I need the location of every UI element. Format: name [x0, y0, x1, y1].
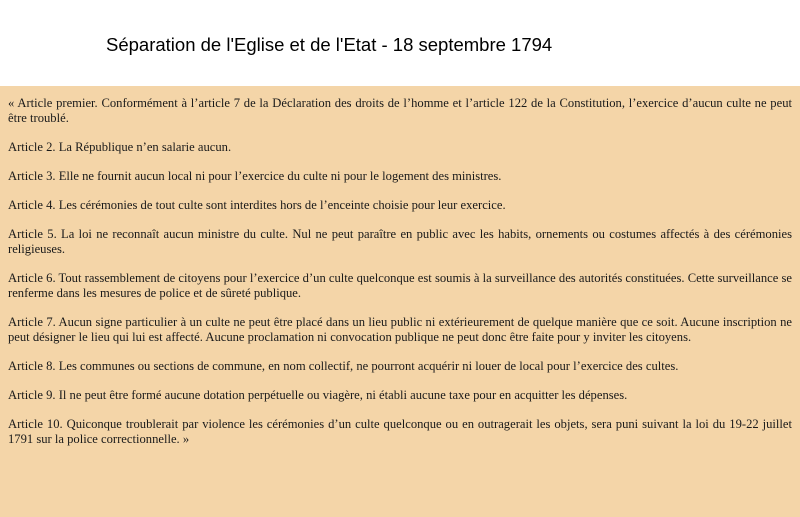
article-9: Article 9. Il ne peut être formé aucune dotation perpétuelle ou viagère, ni établi aucune taxe pour en acquitter les dépenses. [8, 388, 628, 402]
article-7: Article 7. Aucun signe particulier à un culte ne peut être placé dans un lieu public ni extérieurement de quelque manière que ce soit. Aucune inscription ne peut désigner le lieu qui lui est affecté. Aucune proclamation ni convocation publique ne peut donc être faite pour y inviter les citoyens. [8, 315, 792, 344]
article-4: Article 4. Les cérémonies de tout culte sont interdites hors de l’enceinte choisie pour leur exercice. [8, 198, 506, 212]
text-panel [0, 86, 800, 517]
article-10: Article 10. Quiconque troublerait par violence les cérémonies d’un culte quelconque ou en outragerait les objets, sera puni suivant la loi du 19-22 juillet 1791 sur la police correctionnelle. » [8, 417, 792, 446]
article-6: Article 6. Tout rassemblement de citoyens pour l’exercice d’un culte quelconque est soumis à la surveillance des autorités constituées. Cette surveillance se renferme dans les mesures de police et de sûreté publique. [8, 271, 792, 300]
article-3: Article 3. Elle ne fournit aucun local ni pour l’exercice du culte ni pour le logement des ministres. [8, 169, 502, 183]
article-8: Article 8. Les communes ou sections de commune, en nom collectif, ne pourront acquérir ni louer de local pour l’exercice des cultes. [8, 359, 679, 373]
article-2: Article 2. La République n’en salarie aucun. [8, 140, 232, 154]
article-premier: « Article premier. Conformément à l’article 7 de la Déclaration des droits de l’homme et l’article 122 de la Constitution, l’exercice d’aucun culte ne peut être troublé. [8, 96, 792, 125]
page-title: Séparation de l'Eglise et de l'Etat - 18 septembre 1794 [106, 34, 553, 55]
article-5: Article 5. La loi ne reconnaît aucun ministre du culte. Nul ne peut paraître en public avec les habits, ornements ou costumes affectés à des cérémonies religieuses. [8, 227, 792, 256]
